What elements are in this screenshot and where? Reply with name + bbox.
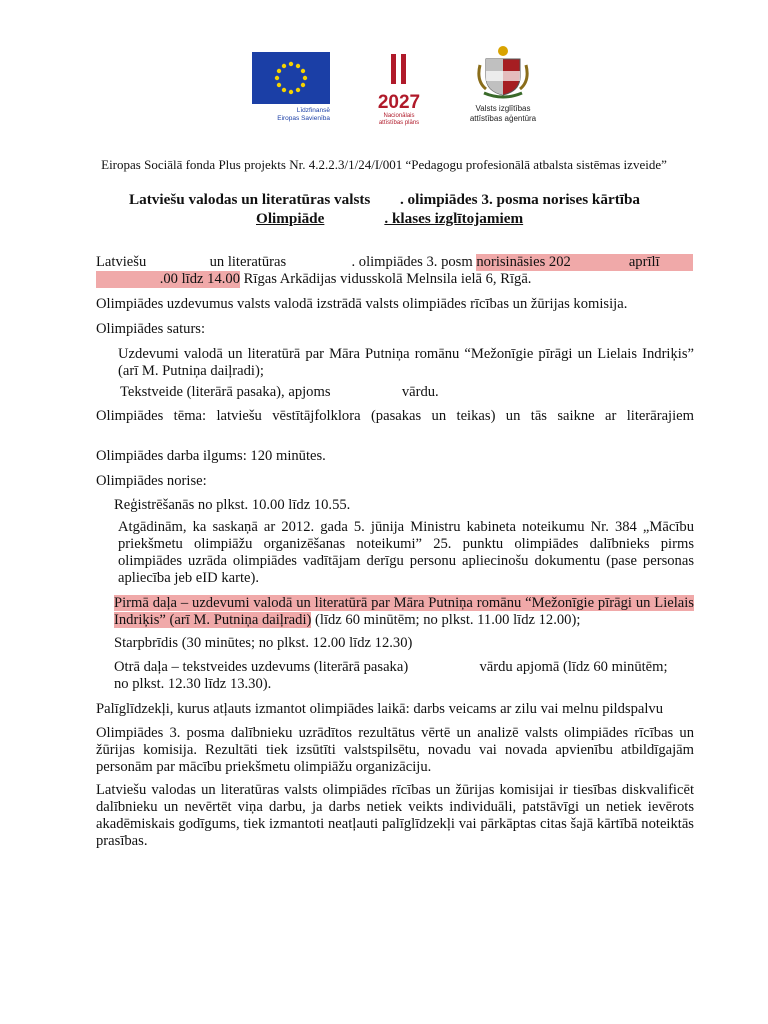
content-item-1: Uzdevumi valodā un literatūrā par Māra Putniņa romānu “Mežonīgie pīrāgi un Lielais Indriķis” (arī M. Putniņa daiļradi); [118, 346, 694, 379]
tasks-paragraph: Olimpiādes uzdevumus valsts valodā izstrādā valsts olimpiādes rīcības un žūrijas komisija. [96, 296, 628, 312]
duration-paragraph: Olimpiādes darba ilgums: 120 minūtes. [96, 448, 326, 464]
header-logos [0, 40, 768, 130]
eu-flag-icon [252, 52, 330, 104]
eu-logo [252, 52, 332, 132]
viaa-caption-1: Valsts izglītības [475, 104, 531, 113]
part2-item-line1: Otrā daļa – tekstveides uzdevums (literārā pasaka) vārdu apjomā (līdz 60 minūtēm; [114, 659, 668, 675]
reminder-paragraph: Atgādinām, ka saskaņā ar 2012. gada 5. jūnija Ministru kabineta noteikumu Nr. 384 „Mācību priekšmetu olimpiāžu organizēšanas noteikumi” 25. punktu olimpiādes dalībnieks pirms olimpiādes uzrāda olimpiādes vadītājam derīgu personu apliecinošu dokumentu (pase personas apliecība jeb eID karte). [118, 519, 694, 586]
nap-caption-2: attīstības plāns [378, 120, 420, 126]
nap-logo [364, 50, 434, 135]
part2-item-line2: no plkst. 12.30 līdz 13.30). [114, 676, 272, 692]
venue-paragraph-line2 [96, 271, 531, 288]
content-heading: Olimpiādes saturs: [96, 321, 206, 337]
venue-address: Rīgas Arkādijas vidusskolā Melnsila ielā 6, Rīgā. [243, 271, 532, 287]
part1-highlight: Pirmā daļa – uzdevumi valodā un literatūrā par Māra Putniņa romānu “Mežonīgie pīrāgi un Lielais Indriķis” (arī M. Putniņa daiļradi) [114, 595, 694, 628]
part1-item: Pirmā daļa – uzdevumi valodā un literatūrā par Māra Putniņa romānu “Mežonīgie pīrāgi un Lielais Indriķis” (arī M. Putniņa daiļradi) (līdz 60 minūtēm; no plkst. 11.00 līdz 12.00); [114, 595, 694, 628]
venue-word-2: un literatūras [209, 254, 287, 270]
viaa-logo [458, 45, 548, 135]
venue-date-highlight: norisināsies 202 aprīlī [476, 254, 693, 271]
venue-paragraph-line1 [96, 254, 693, 271]
nap-mark-icon [379, 50, 419, 88]
aids-paragraph: Palīglīdzekļi, kurus atļauts izmantot olimpiādes laikā: darbs veicams ar zilu vai melnu pildspalvu [96, 701, 663, 717]
venue-time-highlight: .00 līdz 14.00 [96, 271, 240, 288]
nap-year: 2027 [377, 92, 421, 113]
disqualify-paragraph: Latviešu valodas un literatūras valsts olimpiādes rīcības un žūrijas komisijai ir tiesības diskvalificēt dalībnieku un nevērtēt viņa darbu, ja darbs netiek veikts individuāli, patstāvīgi un netiek ievērots akadēmiskais godīgums, tiek izmantoti neatļauti palīglīdzekļi vai pārkāptas citas šajā kārtībā noteiktās prasības. [96, 782, 694, 849]
registration-item: Reģistrēšanās no plkst. 10.00 līdz 10.55. [114, 497, 351, 513]
page-subtitle: Olimpiāde . klases izglītojamiem [256, 210, 524, 227]
results-paragraph: Olimpiādes 3. posma dalībnieku uzrādītos rezultātus vērtē un analizē valsts olimpiādes rīcības un žūrijas komisija. Rezultāti tiek izsūtīti valstspilsētu, novadu vai novada apvienību atbildīgajām personām par mācību priekšmetu olimpiāžu organizāciju. [96, 725, 694, 775]
venue-word-1: Latviešu [96, 254, 147, 270]
break-item: Starpbrīdis (30 minūtes; no plkst. 12.00 līdz 12.30) [114, 635, 413, 651]
eu-caption-2: Eiropas Savienība [277, 115, 330, 122]
eu-caption-1: Līdzfinansē [296, 107, 330, 114]
venue-word-3: . olimpiādes 3. posm [351, 254, 473, 270]
content-item-2: Tekstveide (literārā pasaka), apjoms vārdu. [120, 384, 439, 400]
norise-heading: Olimpiādes norise: [96, 473, 207, 489]
project-line: Eiropas Sociālā fonda Plus projekts Nr. 4.2.2.3/1/24/I/001 “Pedagogu profesionālā atbalsta sistēmas izveide” [101, 157, 667, 172]
nap-caption-1: Nacionālais [383, 113, 415, 119]
coat-of-arms-icon [476, 45, 530, 99]
theme-paragraph: Olimpiādes tēma: latviešu vēstītājfolklora (pasakas un teikas) un tās saikne ar literārajiem [96, 408, 694, 424]
viaa-caption-2: attīstības aģentūra [469, 114, 537, 123]
page-title: Latviešu valodas un literatūras valsts . olimpiādes 3. posma norises kārtība [129, 191, 641, 208]
